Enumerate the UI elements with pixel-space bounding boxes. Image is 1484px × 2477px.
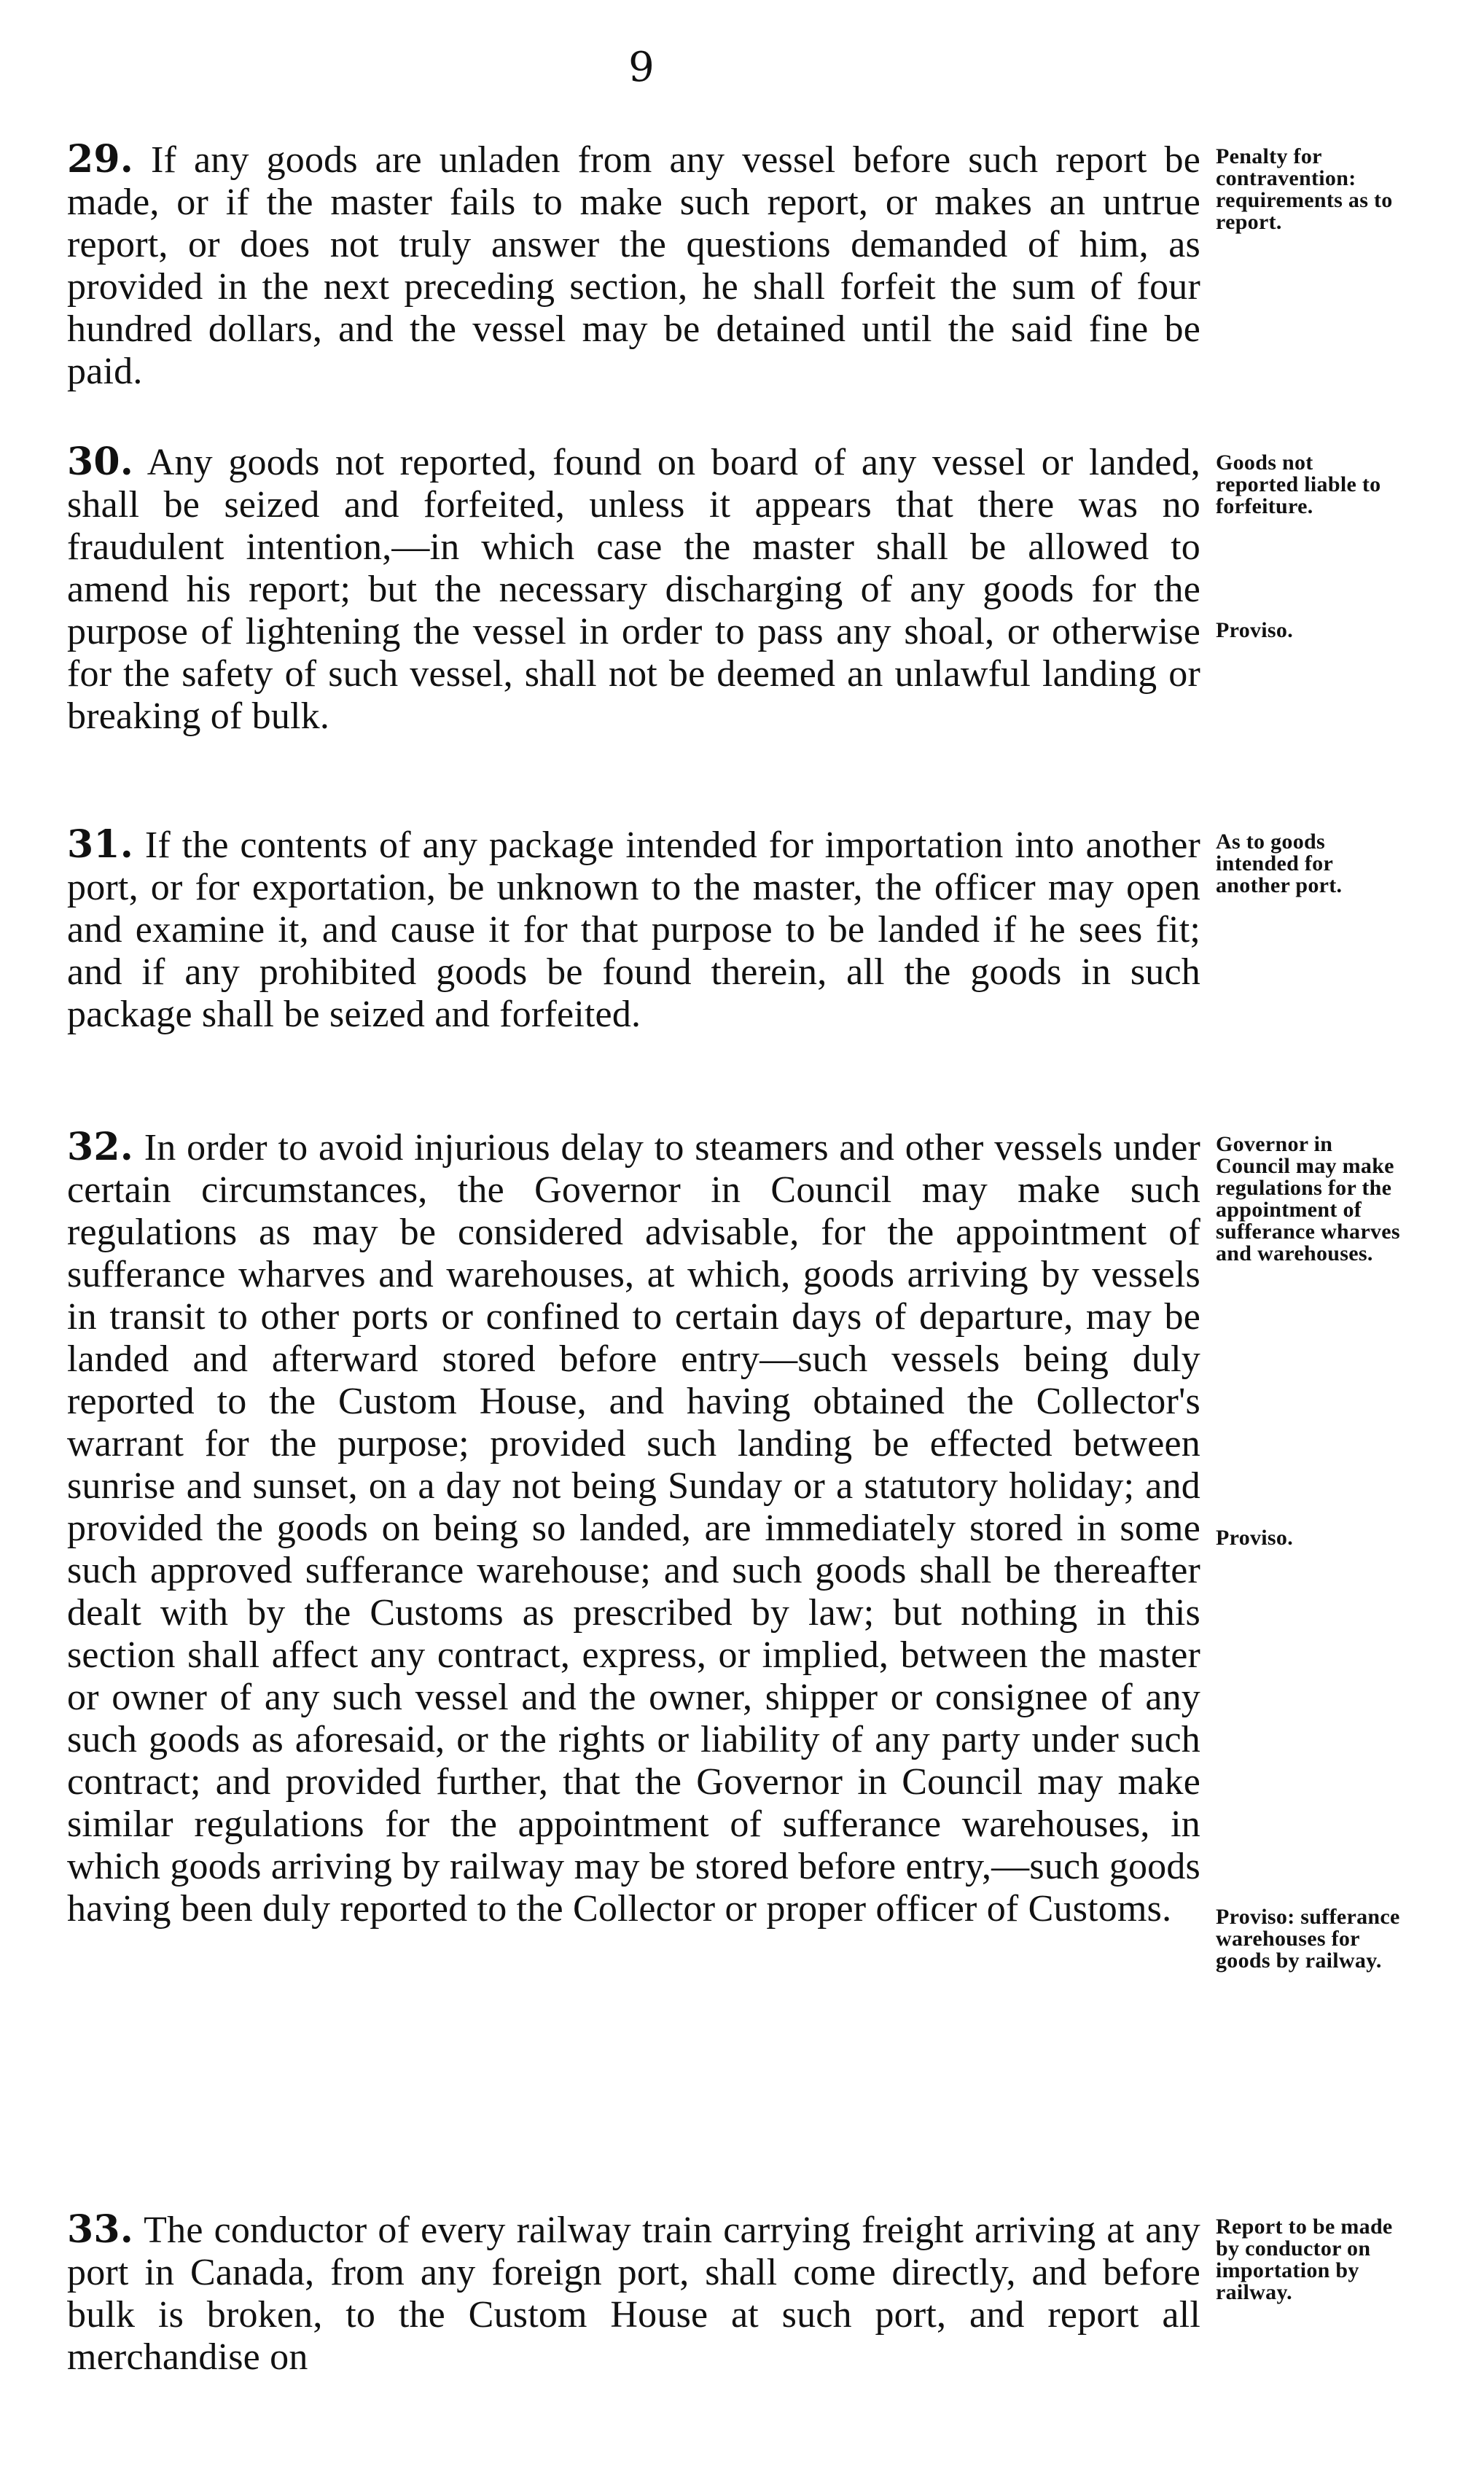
section-text: Any goods not reported, found on board of any vessel or landed, shall be seized and forfeited, unless it appears that there was no fraudulent intention,—in which case the master shall be allowed to amend his report; but the necessary discharging of any goods for the purpose of lightening the vessel in order to pass any shoal, or otherwise for the safety of such vessel, shall not be deemed an unlawful landing or breaking of bulk. [67, 442, 1200, 737]
section-32 [67, 1126, 1200, 1930]
section-29 [67, 139, 1200, 393]
section-number: 31. [67, 822, 134, 867]
page-number: 9 [628, 44, 655, 91]
margin-note-goods-not-reported: Goods not reported liable to forfeiture. [1216, 450, 1381, 518]
margin-note-governor-in-council: Governor in Council may make regulations for the appointment of sufferance wharves and warehouses. [1216, 1132, 1400, 1265]
margin-note-proviso: Proviso. [1216, 618, 1294, 642]
section-30 [67, 441, 1200, 738]
margin-note-report-by-conductor: Report to be made by conductor on importation by railway. [1216, 2215, 1393, 2304]
section-text: If the contents of any package intended for importation into another port, or for exportation, be unknown to the master, the officer may open and examine it, and cause it for that purpose to be landed if he sees fit; and if any prohibited goods be found therein, all the goods in such package shall be seized and forfeited. [67, 824, 1200, 1035]
section-number: 33. [67, 2207, 134, 2252]
section-number: 32. [67, 1125, 134, 1169]
section-number: 30. [67, 440, 134, 484]
margin-note-another-port: As to goods intended for another port. [1216, 830, 1343, 897]
margin-note-penalty: Penalty for contravention: requirements as to report. [1216, 144, 1393, 234]
section-text: If any goods are unladen from any vessel before such report be made, or if the master fails to make such report, or makes an untrue report, or does not truly answer the questions demanded of him, as provided in the next preceding section, he shall forfeit the sum of four hundred dollars, and the vessel may be detained until the said fine be paid. [67, 139, 1201, 392]
section-number: 29. [67, 137, 134, 182]
section-text: In order to avoid injurious delay to steamers and other vessels under certain circumstances, the Governor in Council may make such regulations as may be considered advisable, for the appointment of sufferance wharves and warehouses, at which, goods arriving by vessels in transit to other ports or confined to certain days of departure, may be landed and afterward stored before entry—such vessels being duly reported to the Custom House, and having obtained the Collector's warrant for the purpose; provided such landing be effected between sunrise and sunset, on a day not being Sunday or a statutory holiday; and provided the goods on being so landed, are immediately stored in some such approved sufferance warehouse; and such goods shall be thereafter dealt with by the Customs as prescribed by law; but nothing in this section shall affect any contract, express, or implied, between the master or owner of any such vessel and the owner, shipper or consignee of any such goods as aforesaid, or the rights or liability of any party under such contract; and provided further, that the Governor in Council may make similar regulations for the appointment of sufferance warehouses, in which goods arriving by railway may be stored before entry,—such goods having been duly reported to the Collector or proper officer of Customs. [67, 1127, 1200, 1930]
margin-note-proviso-railway: Proviso: sufferance warehouses for goods by railway. [1216, 1905, 1400, 1973]
section-33 [67, 2209, 1200, 2379]
section-31 [67, 824, 1200, 1036]
section-text: The conductor of every railway train carrying freight arriving at any port in Canada, from any foreign port, shall come directly, and before bulk is broken, to the Custom House at such port, and report all merchandise on [67, 2209, 1201, 2378]
margin-note-proviso: Proviso. [1216, 1526, 1294, 1550]
